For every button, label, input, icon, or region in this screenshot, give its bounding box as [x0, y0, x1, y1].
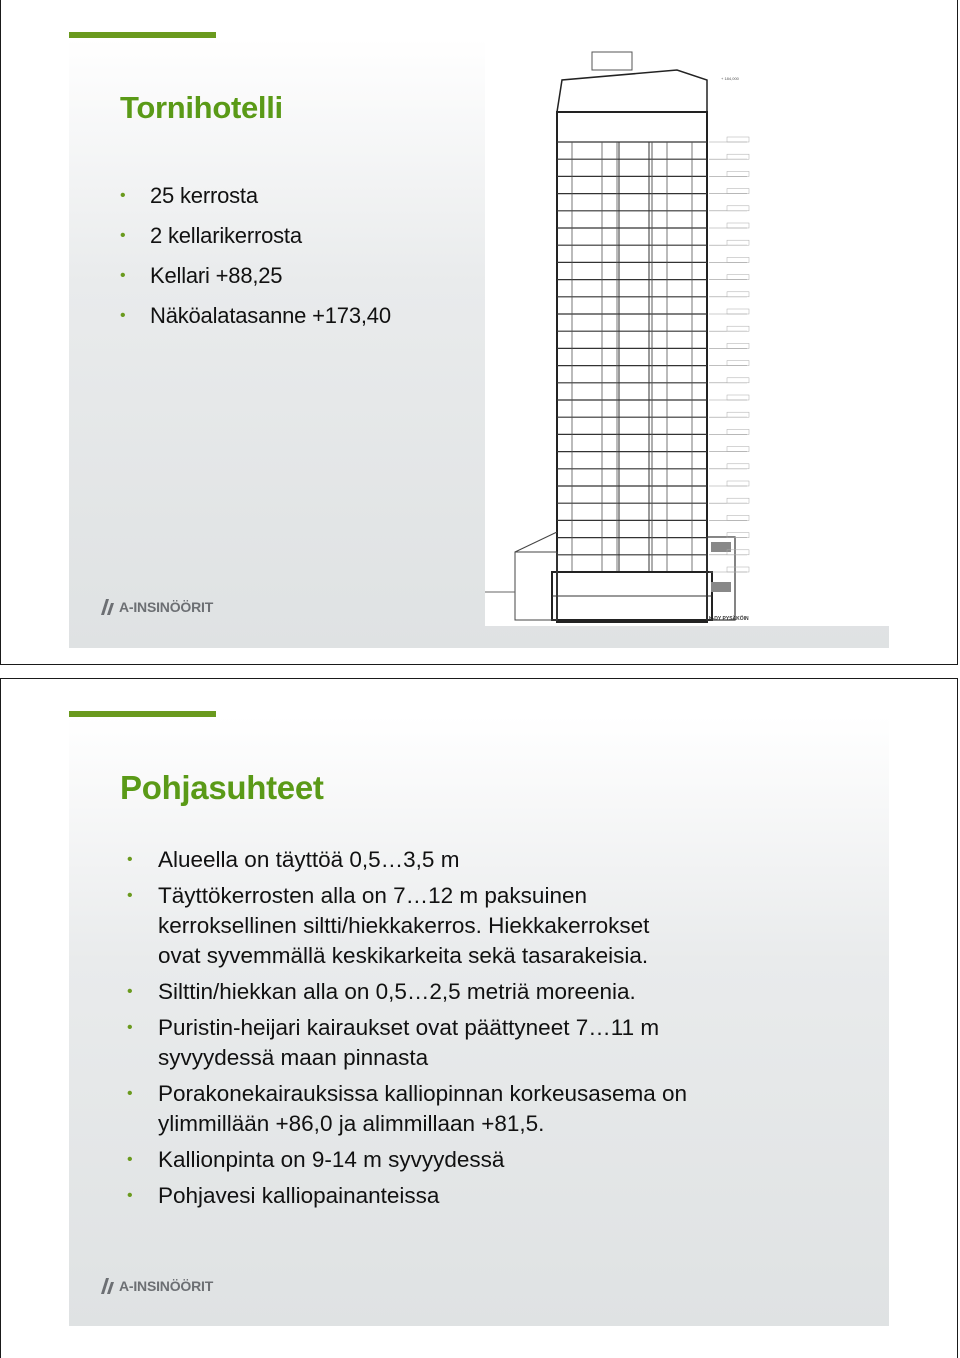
- roof-outline: [557, 70, 707, 112]
- slide-2-bullet-list: [124, 845, 844, 1217]
- slide-1-accent-bar: [69, 32, 216, 38]
- level-tag: [727, 257, 749, 262]
- slide-1-logo: [100, 598, 213, 616]
- list-item: • 2 kellarikerrosta: [120, 216, 391, 256]
- logo-text: A-INSINÖÖRIT: [119, 599, 214, 615]
- bullet-line: Alueella on täyttöä 0,5…3,5 m: [158, 847, 460, 872]
- elevator-shaft: [619, 142, 649, 572]
- bullet-line: Silttin/hiekkan alla on 0,5…2,5 metriä moreenia.: [158, 979, 636, 1004]
- list-item: [124, 845, 844, 875]
- slide-2-logo: [100, 1277, 213, 1295]
- level-tag: [727, 171, 749, 176]
- level-tag: [727, 412, 749, 417]
- drawing-top-label: + 184,000: [721, 76, 739, 81]
- parked-car: [711, 582, 731, 592]
- a-insinoorit-logo-icon: [100, 598, 116, 616]
- annex-roof: [515, 532, 557, 552]
- roof-machine-room: [592, 52, 632, 70]
- level-tag: [727, 240, 749, 245]
- level-tag: [727, 292, 749, 297]
- list-item: • 25 kerrosta: [120, 176, 391, 216]
- tower-outline: [557, 112, 707, 622]
- section-drawing-svg: [485, 40, 891, 626]
- list-item: [124, 1013, 844, 1073]
- slide-2-accent-bar: [69, 711, 216, 717]
- bullet-line: kerroksellinen siltti/hiekkakerros. Hiekkakerrokset: [158, 913, 650, 938]
- level-tag: [727, 498, 749, 503]
- level-tag: [727, 378, 749, 383]
- level-tag: [727, 447, 749, 452]
- bullet-line: Pohjavesi kalliopainanteissa: [158, 1183, 440, 1208]
- list-item: [124, 881, 844, 971]
- level-tag: [727, 567, 749, 572]
- annex-outline: [515, 552, 557, 620]
- level-tag: [727, 464, 749, 469]
- level-tag: [727, 481, 749, 486]
- a-insinoorit-logo-icon: [100, 1277, 116, 1295]
- level-tag: [727, 515, 749, 520]
- bullet-line: ovat syvemmällä keskikarkeita sekä tasarakeisia.: [158, 943, 649, 968]
- bullet-line: Kallionpinta on 9-14 m syvyydessä: [158, 1147, 505, 1172]
- bullet-line: Puristin-heijari kairaukset ovat päättyneet 7…11 m: [158, 1015, 660, 1040]
- level-tag: [727, 429, 749, 434]
- bullet-line: syvyydessä maan pinnasta: [158, 1045, 429, 1070]
- level-tag: [727, 395, 749, 400]
- building-section-drawing: [485, 40, 891, 626]
- slide-1-title: Tornihotelli: [120, 90, 283, 125]
- parked-car: [711, 542, 731, 552]
- level-tag: [727, 223, 749, 228]
- list-item: [124, 1181, 844, 1211]
- level-tag: [727, 154, 749, 159]
- level-tag: [727, 361, 749, 366]
- list-item: [124, 1145, 844, 1175]
- level-tag: [727, 326, 749, 331]
- level-tag: [727, 137, 749, 142]
- level-tag: [727, 343, 749, 348]
- list-item: [124, 1079, 844, 1139]
- list-item: • Näköalatasanne +173,40: [120, 296, 391, 336]
- level-tag: [727, 189, 749, 194]
- slide-1-bullet-list: [120, 176, 391, 336]
- bullet-line: Porakonekairauksissa kalliopinnan korkeusasema on: [158, 1081, 688, 1106]
- level-tag: [727, 275, 749, 280]
- bullet-line: Täyttökerrosten alla on 7…12 m paksuinen: [158, 883, 587, 908]
- bullet-line: ylimmillään +86,0 ja alimmillaan +81,5.: [158, 1111, 545, 1136]
- logo-text: A-INSINÖÖRIT: [119, 1278, 214, 1294]
- list-item: • Kellari +88,25: [120, 256, 391, 296]
- slide-2-title: Pohjasuhteet: [120, 769, 324, 806]
- level-tag: [727, 206, 749, 211]
- list-item: [124, 977, 844, 1007]
- drawing-bottom-label: K-DY PYSÄKÖIN: [709, 616, 749, 622]
- level-tag: [727, 309, 749, 314]
